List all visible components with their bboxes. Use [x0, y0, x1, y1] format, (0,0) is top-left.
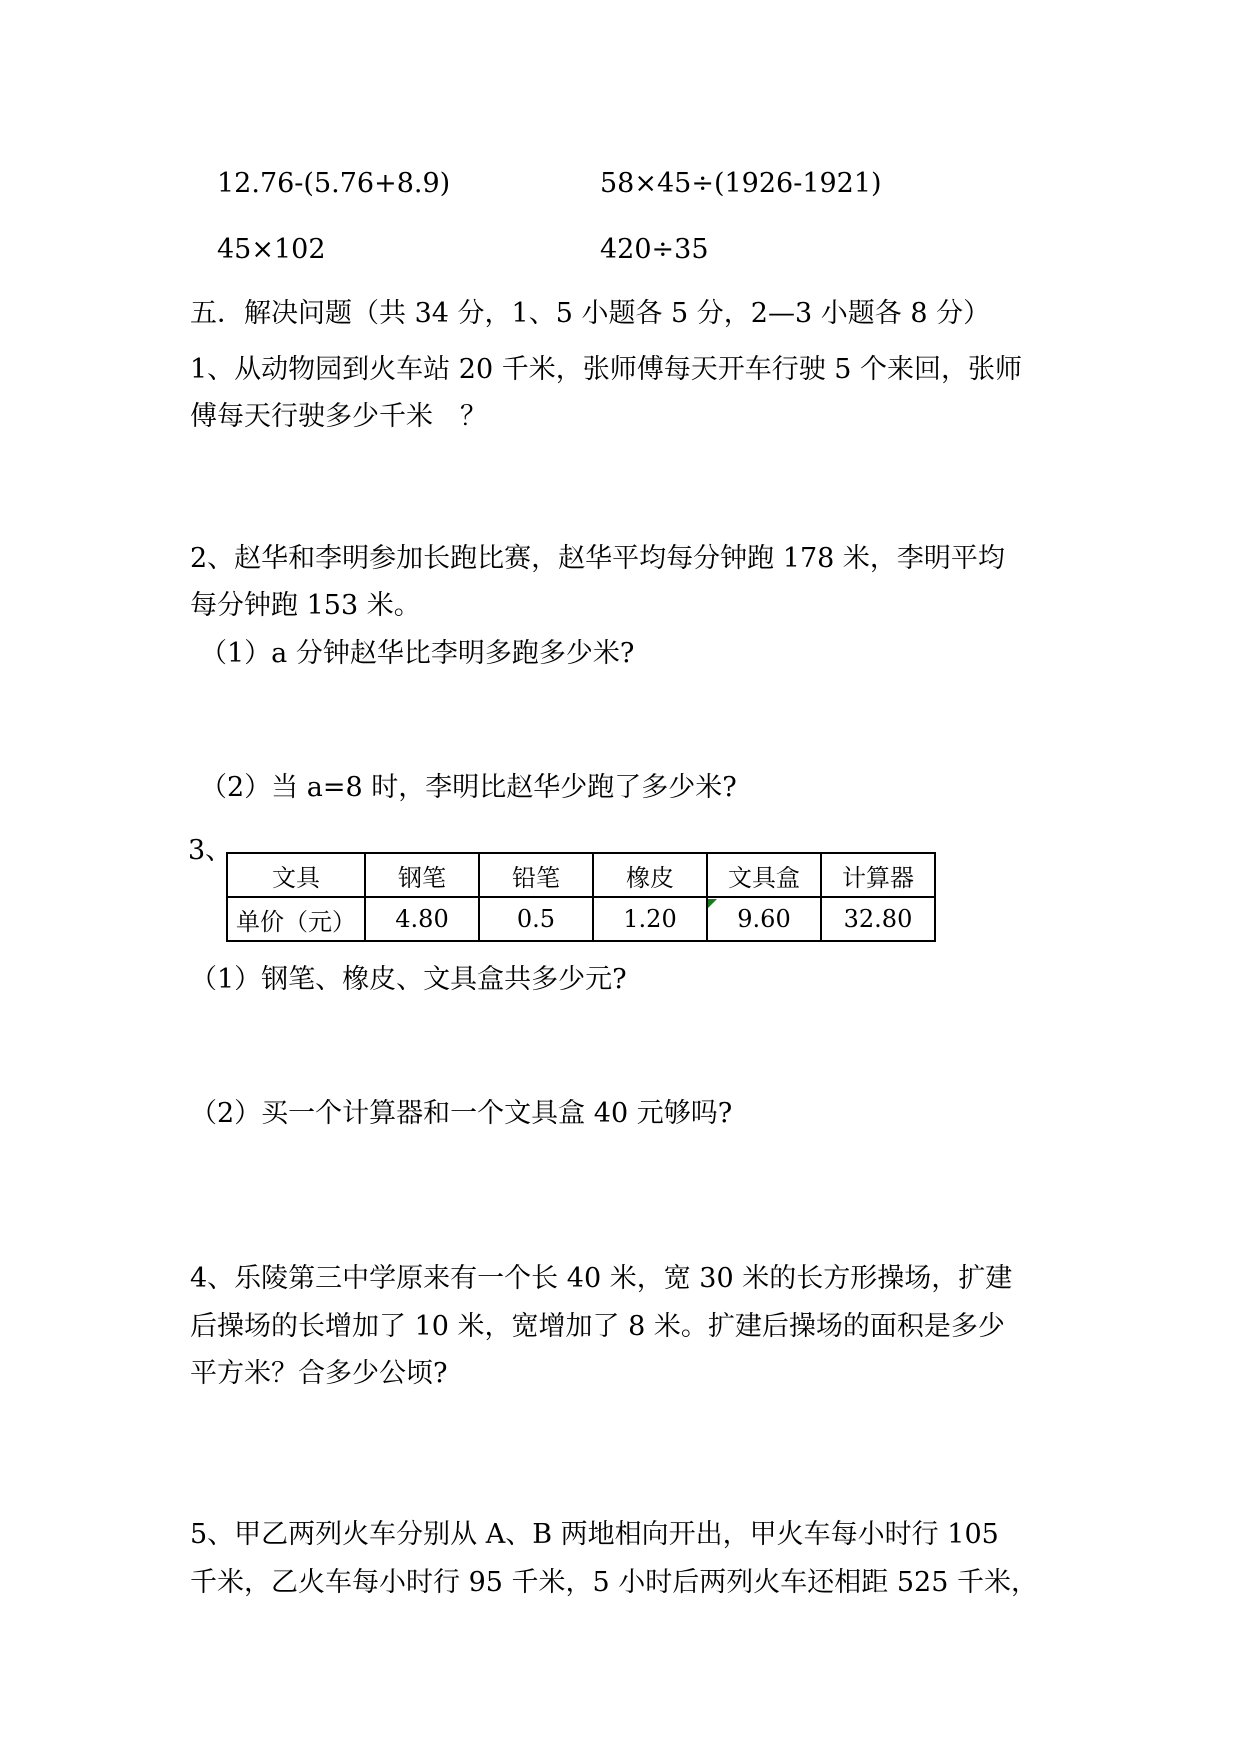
table-cell: 4.80 [365, 897, 479, 941]
calc-expression-2: 58×45÷(1926-1921) [600, 168, 882, 199]
table-cell: 文具 [227, 853, 365, 897]
table-cell: 32.80 [821, 897, 935, 941]
q3-sub-2: （2）买一个计算器和一个文具盒 40 元够吗? [190, 1098, 733, 1129]
table-cell: 铅笔 [479, 853, 593, 897]
q3-sub-1: （1）钢笔、橡皮、文具盒共多少元? [190, 964, 627, 995]
table-cell: 橡皮 [593, 853, 707, 897]
table-cell: 单价（元） [227, 897, 365, 941]
q1-line-2: 傅每天行驶多少千米 ？ [190, 401, 487, 432]
table-cell: 钢笔 [365, 853, 479, 897]
q1-line-1: 1、从动物园到火车站 20 千米，张师傅每天开车行驶 5 个来回，张师 [190, 354, 1023, 385]
q4-line-2: 后操场的长增加了 10 米，宽增加了 8 米。扩建后操场的面积是多少 [190, 1311, 1005, 1342]
q2-sub-1: （1）a 分钟赵华比李明多跑多少米? [200, 638, 635, 669]
cell-corner-marker [708, 899, 717, 908]
q4-line-3: 平方米？合多少公顷? [190, 1358, 448, 1389]
section-title: 五．解决问题（共 34 分，1、5 小题各 5 分，2—3 小题各 8 分） [190, 298, 991, 329]
calc-expression-1: 12.76-(5.76+8.9) [217, 168, 451, 199]
q5-line-2: 千米，乙火车每小时行 95 千米，5 小时后两列火车还相距 525 千米， [190, 1567, 1038, 1598]
table-row [227, 897, 935, 941]
table-cell: 9.60 [707, 897, 821, 941]
table-cell: 1.20 [593, 897, 707, 941]
q5-line-1: 5、甲乙两列火车分别从 A、B 两地相向开出，甲火车每小时行 105 [190, 1519, 999, 1550]
q2-sub-2: （2）当 a=8 时，李明比赵华少跑了多少米? [200, 772, 737, 803]
table-header-row [227, 853, 935, 897]
calc-expression-4: 420÷35 [600, 234, 709, 265]
q3-number: 3、 [188, 835, 233, 866]
price-table [226, 852, 936, 942]
calc-expression-3: 45×102 [217, 234, 326, 265]
q2-line-2: 每分钟跑 153 米。 [190, 590, 421, 621]
q2-line-1: 2、赵华和李明参加长跑比赛，赵华平均每分钟跑 178 米，李明平均 [190, 543, 1005, 574]
table-cell: 计算器 [821, 853, 935, 897]
table-cell: 文具盒 [707, 853, 821, 897]
q4-line-1: 4、乐陵第三中学原来有一个长 40 米，宽 30 米的长方形操场，扩建 [190, 1263, 1013, 1294]
table-cell: 0.5 [479, 897, 593, 941]
